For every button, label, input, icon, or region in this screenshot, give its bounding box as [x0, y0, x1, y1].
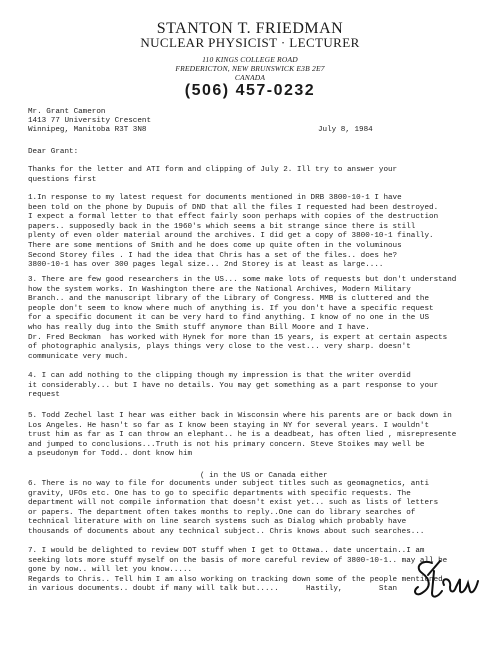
paragraph-line: been told on the phone by Dupuis of DND that all the files I requested had been destroyed.	[28, 203, 439, 212]
intro-line: Thanks for the letter and ATI form and clipping of July 2. Ill try to answer your	[28, 166, 398, 174]
letterhead-name: STANTON T. FRIEDMAN	[156, 20, 344, 37]
paragraph-line: Los Angeles. He hasn't so far as I know been staying in NY for several years. I wouldn't	[28, 421, 430, 430]
paragraph-line: 5. Todd Zechel last I hear was either back in Wisconsin where his parents are or back down in	[28, 412, 452, 420]
paragraph-line: There are some mentions of Smith and he does come up quite often in the voluminous	[28, 241, 402, 250]
letterhead-address-line-2: FREDERICTON, NEW BRUNSWICK E3B 2E7	[175, 64, 325, 73]
paragraph-line: a pseudonym for Todd.. dont know him	[28, 450, 193, 459]
paragraph-line: 7. I would be delighted to review DOT stuff when I get to Ottawa.. date uncertain..I am	[28, 547, 425, 555]
paragraph-line: department will not compile information that doesn't exist yet... such as lists of letters	[28, 499, 439, 508]
paragraph-1	[28, 194, 496, 271]
paragraph-line: plenty of even older material around the archives. I did get a copy of 3800-10-1 finally.	[28, 232, 434, 241]
paragraph-line: I expect a formal letter to that effect fairly soon perhaps with copies of the destruction	[28, 213, 439, 222]
paragraph-line: Branch.. and the manuscript library of the Library of Congress. MMB is cluttered and the	[28, 295, 430, 304]
paragraph-line: Regards to Chris.. Tell him I am also working on tracking down some of the people mentioned	[28, 575, 443, 584]
paragraph-line: it considerably... but I have no details. You may get something as a part response to your	[28, 381, 439, 390]
paragraph-line: and jumped to conclusions...Truth is not his primary concern. Steve Stoikes may well be	[28, 440, 425, 449]
recipient-city: Winnipeg, Manitoba R3T 3N8	[28, 126, 147, 134]
letterhead-address-line-3: CANADA	[234, 73, 266, 82]
paragraph-line: 3800-10-1 has over 300 pages legal size... 2nd Storey is at least as large....	[28, 261, 384, 270]
paragraph-line: in various documents.. doubt if many will talk but..... Hastily, Stan	[28, 585, 398, 594]
recipient-street: 1413 77 University Crescent	[28, 117, 152, 125]
paragraph-line: 3. There are few good researchers in the US... some make lots of requests but don't understand	[28, 276, 457, 284]
handwritten-insertion: ( in the US or Canada either	[200, 472, 328, 480]
letterhead-title: NUCLEAR PHYSICIST · LECTURER	[140, 35, 360, 50]
paragraph-line: 6. There is no way to file for documents under subject titles such as geomagnetics, anti	[28, 480, 430, 488]
paragraph-line: how the system works. In Washington there are the National Archives, Modern Military	[28, 285, 411, 294]
paragraph-line: trust him as far as I can throw an elephant.. he is a deadbeat, has often lied , misrepresente	[28, 431, 457, 440]
paragraph-3	[28, 276, 496, 362]
paragraph-line: communicate very much.	[28, 352, 129, 361]
letterhead-address-line-1: 110 KINGS COLLEGE ROAD	[202, 55, 298, 64]
handwritten-signature	[410, 555, 480, 605]
paragraph-line: for a specific document it can be very hard to find anything. I know of no one in the US	[28, 314, 430, 323]
paragraph-line: seeking lots more stuff myself on the basis of more careful review of 3800-10-1.. may all be	[28, 556, 448, 565]
paragraph-line: or papers. The department often takes months to reply..One can do library searches of	[28, 508, 416, 517]
paragraph-line: people don't seem to know where much of anything is. If you don't have a specific request	[28, 304, 434, 313]
paragraph-line: thousands of documents about any technical subject.. Chris knows about such searches...	[28, 527, 425, 536]
paragraph-4	[28, 372, 496, 401]
paragraph-line: of photographic analysis, plays things very close to the vest... very sharp. doesn't	[28, 343, 411, 352]
paragraph-line: gravity, UFOs etc. One has to go to specific departments with specific requests. The	[28, 489, 411, 498]
paragraph-line: technical literature with on line search systems such as Dialog which probably have	[28, 518, 407, 527]
paragraph-6	[28, 480, 496, 538]
recipient-name: Mr. Grant Cameron	[28, 108, 106, 116]
salutation: Dear Grant:	[28, 148, 79, 156]
paragraph-line: Dr. Fred Beckman has worked with Hynek for more than 15 years, is expert at certain aspects	[28, 333, 448, 342]
paragraph-line: request	[28, 391, 60, 400]
paragraph-line: Second Storey files . I had the idea that Chris has a set of the files.. does he?	[28, 251, 398, 260]
paragraph-line: who has really dug into the Smith stuff anymore than Bill Moore and I have.	[28, 323, 370, 332]
letterhead-phone: (506) 457-0232	[184, 82, 316, 99]
intro-line: questions first	[28, 175, 97, 184]
paragraph-line: 4. I can add nothing to the clipping though my impression is that the writer overdid	[28, 372, 411, 380]
paragraph-line: gone by now.. will let you know.....	[28, 566, 193, 575]
paragraph-line: 1.In response to my latest request for documents mentioned in DRB 3800-10-1 I have	[28, 194, 402, 202]
letter-date: July 8, 1984	[318, 126, 373, 134]
paragraph-line: papers.. supposedly back in the 1960's which seems a bit strange since there is still	[28, 222, 416, 231]
paragraph-5	[28, 412, 496, 460]
intro-paragraph	[28, 166, 496, 185]
